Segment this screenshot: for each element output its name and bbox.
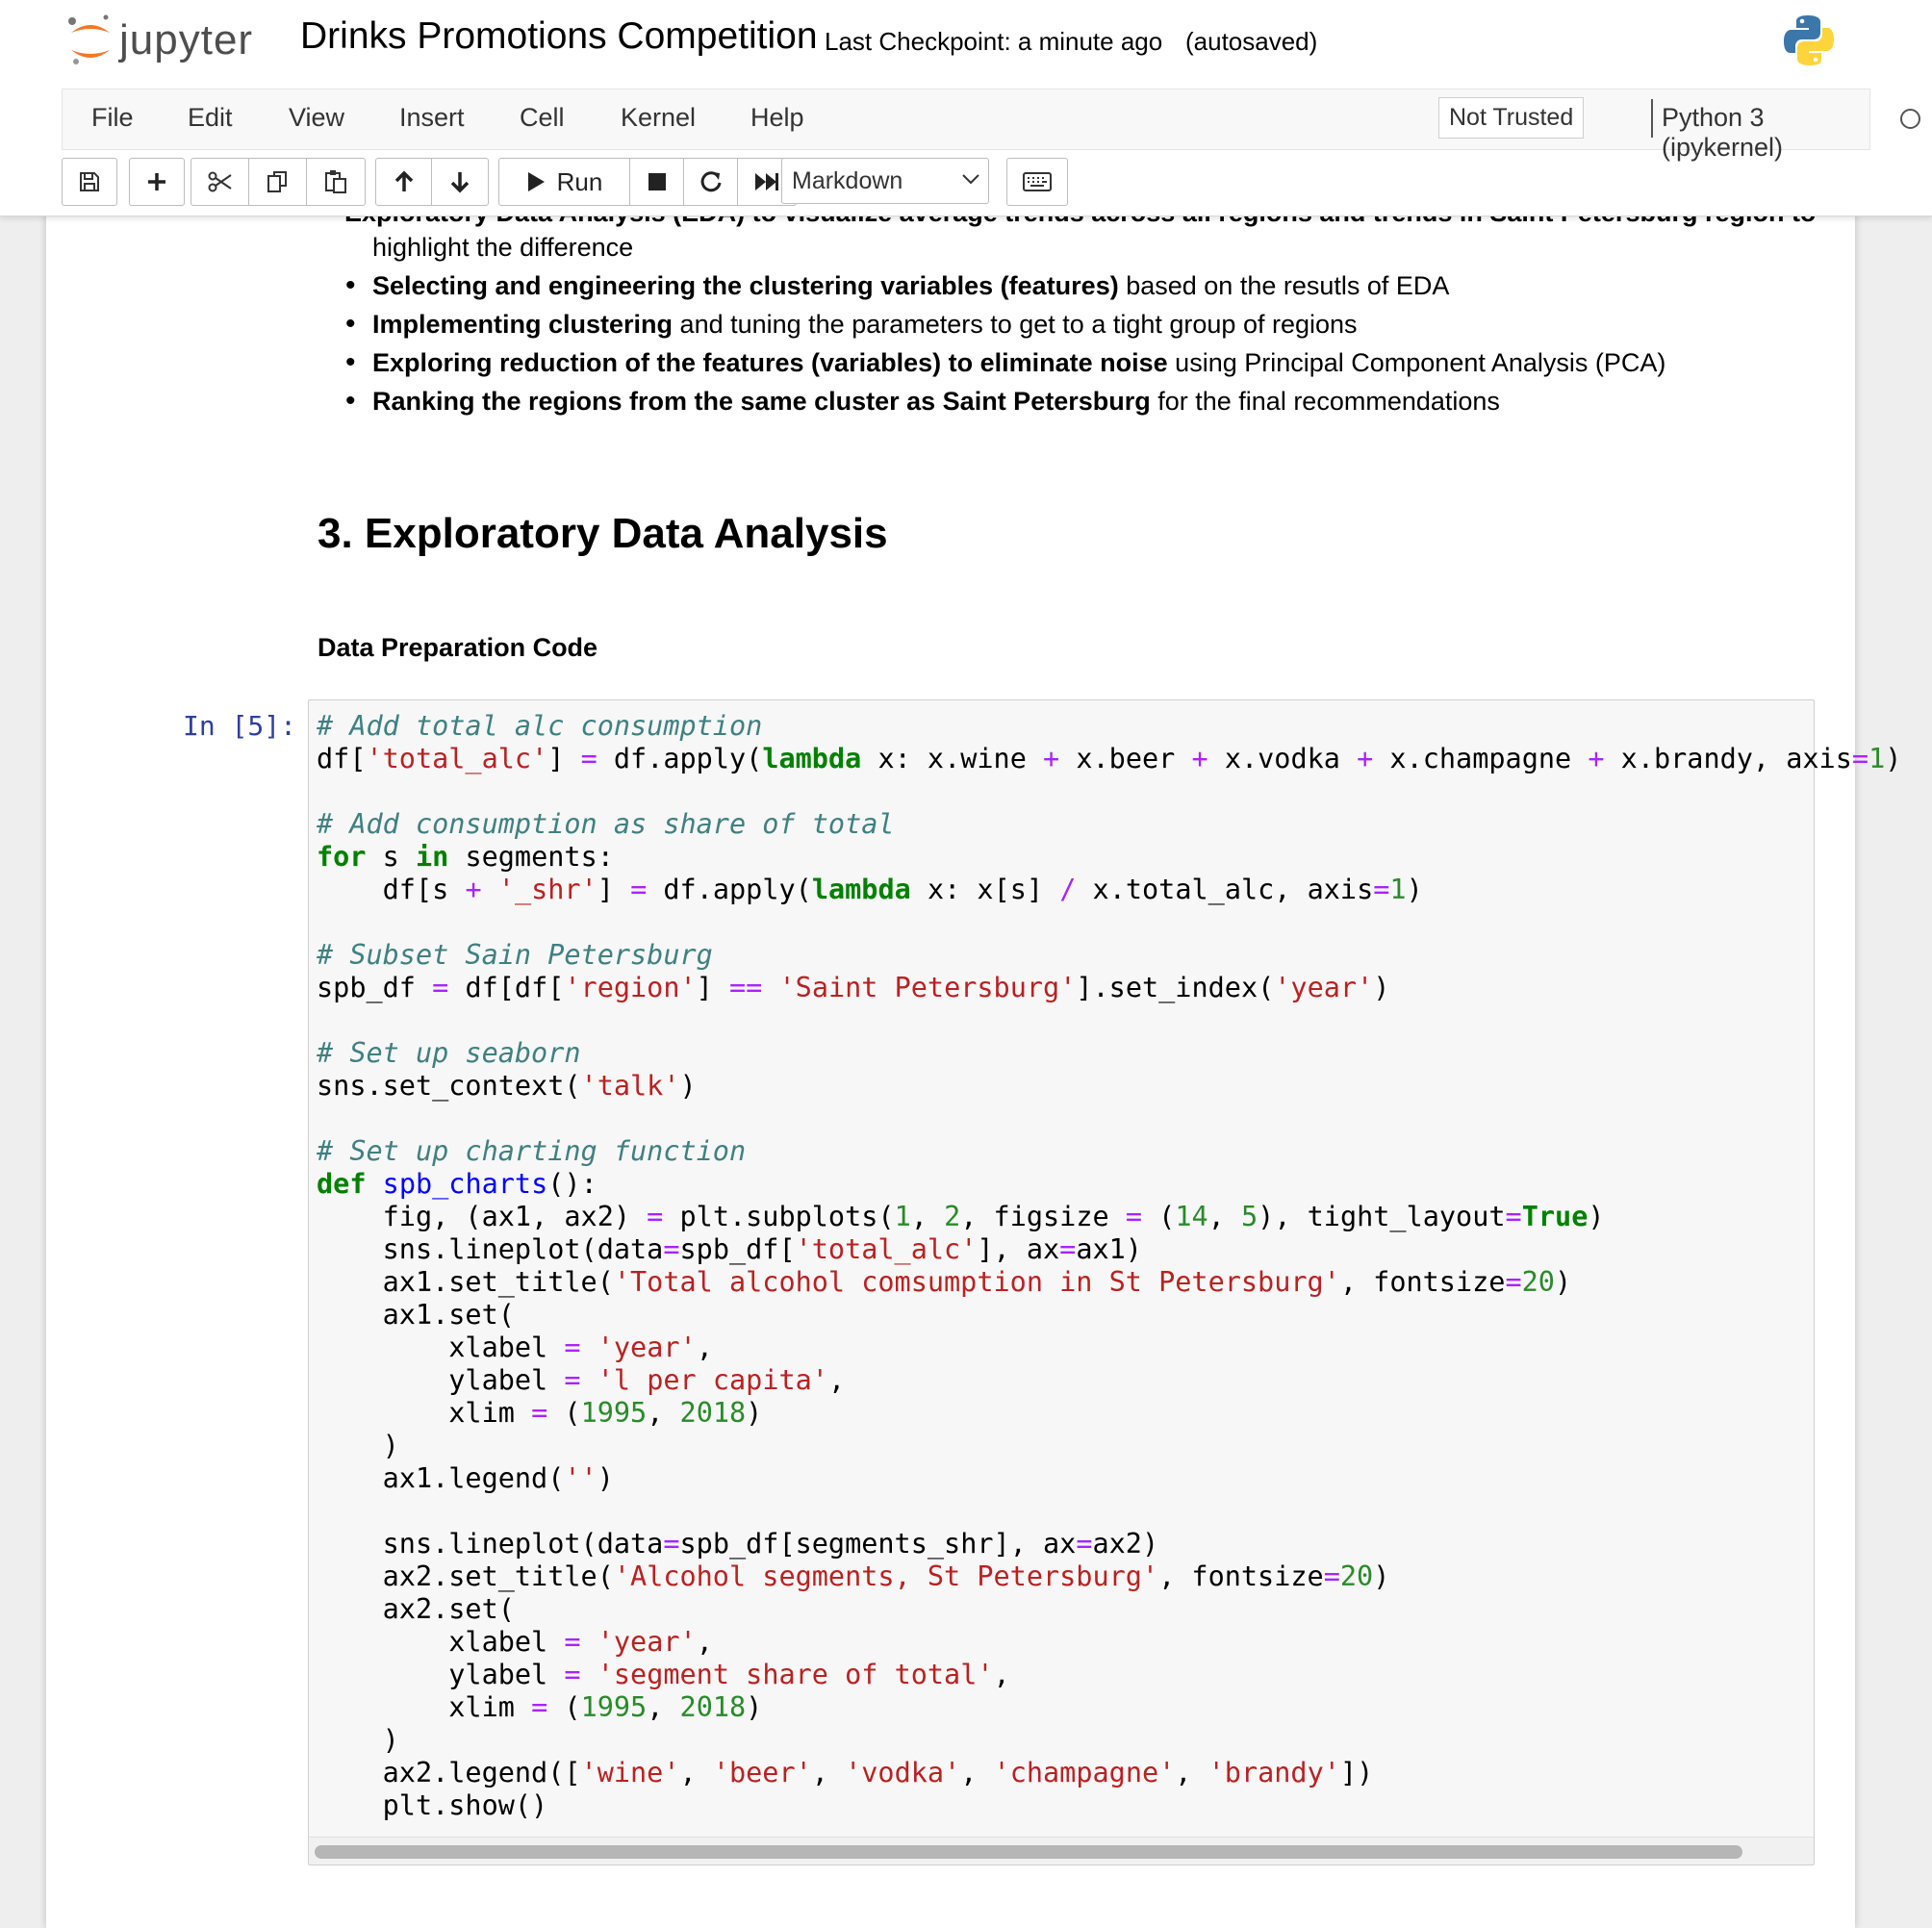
run-group	[498, 158, 797, 206]
clipboard-group	[191, 158, 366, 206]
list-item-bold: Ranking the regions from the same cluster as Saint Petersburg	[372, 387, 1151, 416]
menu-help[interactable]: Help	[750, 103, 804, 132]
checkpoint-status: Last Checkpoint: a minute ago	[825, 27, 1163, 56]
plus-icon	[146, 171, 167, 192]
insert-cell-button[interactable]	[130, 159, 184, 205]
list-item-text: using Principal Component Analysis (PCA)	[1167, 348, 1666, 377]
notebook-container	[46, 0, 1902, 1928]
menu-bar	[62, 89, 1870, 162]
paste-button[interactable]	[307, 159, 365, 205]
list-item	[372, 387, 1500, 417]
list-item-text: and tuning the parameters to get to a tight group of regions	[673, 310, 1358, 339]
notebook-title[interactable]: Drinks Promotions Competition	[300, 15, 818, 57]
list-item-bold: Exploring reduction of the features (variables) to eliminate noise	[372, 348, 1168, 377]
list-item	[372, 310, 1358, 340]
save-icon	[79, 171, 100, 192]
restart-button[interactable]	[684, 159, 738, 205]
arrow-down-icon	[449, 170, 470, 193]
notebook-header	[0, 0, 1932, 216]
move-up-button[interactable]	[376, 159, 432, 205]
keyboard-icon	[1023, 172, 1052, 191]
cut-button[interactable]	[191, 159, 249, 205]
interrupt-button[interactable]	[630, 159, 684, 205]
command-palette-button[interactable]	[1006, 158, 1068, 206]
list-item-bold: Implementing clustering	[372, 310, 674, 339]
code-cell-editor[interactable]	[308, 699, 1902, 1865]
autosave-status: (autosaved)	[1185, 27, 1318, 56]
move-group	[375, 158, 489, 206]
save-button[interactable]	[63, 159, 116, 205]
logo-text: jupyter	[119, 16, 254, 63]
trust-button[interactable]: Not Trusted	[1438, 97, 1584, 139]
python-logo-icon	[1780, 12, 1838, 74]
list-item	[372, 348, 1665, 378]
cell-type-value: Markdown	[792, 166, 903, 194]
code-text[interactable]: # Add total alc consumption df['total_alc'] = df.apply(lambda x: x.wine + x.beer + x.vodka + x.champagne + x.brandy, axis=1) # Add consumption as share of total for s in segments: df[s + '_shr'] = df.apply(lambda x: x[s] / x.total_alc, axis=1) # Subset Sain Petersburg spb_df = df[df['region'] == 'Saint Petersburg'].set_index('year') # Set up seaborn sns.set_context('talk') # Set up charting function def spb_charts(): fig, (ax1, ax2) = plt.subplots(1, 2, figsize = (14, 5), tight_layout=True) sns.lineplot(data=spb_df['total_alc'], ax=ax1) ax1.set_title('Total alcohol comsumption in St Petersburg', fontsize=20) ax1.set( xlabel = 'year', ylabel = 'l per capita', xlim = (1995, 2018) ) ax1.legend('') sns.lineplot(data=spb_df[segments_shr], ax=ax2) ax2.set_title('Alcohol segments, St Petersburg', fontsize=20) ax2.set( xlabel = 'year', ylabel = 'segment share of total', xlim = (1995, 2018) ) ax2.legend(['wine', 'beer', 'vodka', 'champagne', 'brandy']) plt.show()	[317, 710, 1902, 1821]
menu-file[interactable]: File	[91, 103, 134, 132]
run-button[interactable]	[499, 159, 630, 205]
chevron-down-icon	[961, 172, 980, 186]
stop-icon	[648, 172, 667, 191]
jupyter-icon	[67, 12, 114, 69]
toolbar	[62, 158, 1890, 206]
list-item	[372, 271, 1449, 301]
list-item-bold: Selecting and engineering the clustering variables (features)	[372, 271, 1119, 300]
arrow-up-icon	[394, 170, 415, 193]
list-item-text: based on the resutls of EDA	[1118, 271, 1450, 300]
menu-insert[interactable]: Insert	[399, 103, 465, 132]
scissors-icon	[208, 171, 233, 192]
move-down-button[interactable]	[432, 159, 488, 205]
menu-cell[interactable]: Cell	[520, 103, 565, 132]
list-item-text: for the final recommendations	[1150, 387, 1500, 416]
cell-prompt: In [5]:	[183, 710, 297, 742]
scrollbar-thumb[interactable]	[315, 1845, 1742, 1859]
menu-view[interactable]: View	[289, 103, 345, 132]
horizontal-scrollbar[interactable]	[309, 1837, 1814, 1865]
copy-button[interactable]	[249, 159, 307, 205]
run-label: Run	[556, 166, 603, 196]
kernel-idle-icon	[1900, 109, 1920, 129]
cell-type-select[interactable]	[781, 158, 989, 204]
fast-forward-icon	[754, 171, 779, 192]
insert-group	[129, 158, 185, 206]
kernel-divider	[1651, 99, 1653, 138]
copy-icon	[267, 170, 290, 193]
restart-icon	[699, 170, 723, 193]
play-icon	[526, 171, 546, 192]
kernel-name[interactable]: Python 3 (ipykernel)	[1662, 103, 1784, 162]
menu-kernel[interactable]: Kernel	[621, 103, 697, 132]
jupyter-logo[interactable]	[67, 12, 253, 69]
list-item-continuation: highlight the difference	[372, 233, 634, 262]
subsection-heading: Data Preparation Code	[318, 633, 598, 662]
section-heading: 3. Exploratory Data Analysis	[318, 510, 888, 557]
menu-edit[interactable]: Edit	[188, 103, 233, 132]
paste-icon	[324, 169, 347, 194]
save-group	[62, 158, 117, 206]
